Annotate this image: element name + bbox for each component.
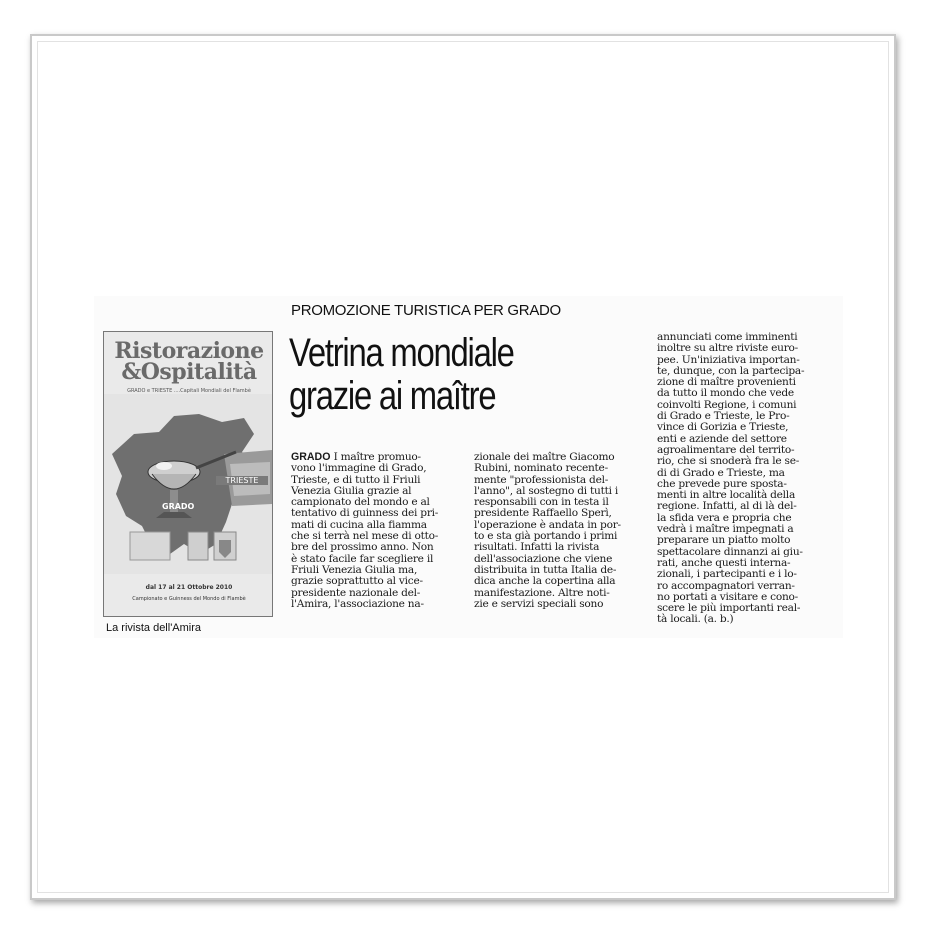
column-1-line: Venezia Giulia grazie al (291, 484, 412, 497)
column-3-line: rati, anche questi interna- (657, 556, 791, 569)
column-1-line: Friuli Venezia Giulia ma, (291, 563, 418, 576)
article-headline (289, 332, 584, 418)
column-2-line: manifestazione. Altre noti- (474, 586, 610, 599)
column-3-line: zionali, i partecipanti e i lo- (657, 568, 797, 581)
column-3-line: rio, che si snoderà fra le se- (657, 455, 800, 468)
column-3-line: agroalimentare del territo- (657, 443, 795, 456)
column-1-line: è stato facile far scegliere il (291, 552, 434, 565)
column-3-line: annunciati come imminenti (657, 331, 798, 343)
column-1-line: campionato del mondo e al (291, 496, 430, 509)
column-3-line: regione. Infatti, al di là del- (657, 500, 797, 513)
column-1-line: grazie soprattutto al vice- (291, 575, 423, 588)
column-2-line: dica anche la copertina alla (474, 575, 616, 588)
column-2-line: distribuita in tutta Italia de- (474, 563, 617, 576)
column-2-line: Rubini, nominato recente- (474, 462, 608, 475)
newspaper-clipping (94, 296, 843, 638)
column-2-line: dell'associazione che viene (474, 552, 613, 565)
column-3-line: spettacolare dinnanzi ai giu- (657, 545, 803, 558)
column-1-line: bre del prossimo anno. Non (291, 541, 434, 554)
cover-subtitle: GRADO e TRIESTE ....Capitali Mondiali del Flambè (127, 388, 251, 394)
column-3-line: di Grado e Trieste, le Pro- (657, 410, 790, 423)
column-3-line: vince di Gorizia e Trieste, (657, 421, 789, 434)
column-3-line: inoltre su altre riviste euro- (657, 342, 798, 355)
cover-label-trieste: TRIESTE (216, 476, 268, 485)
column-3-line: coinvolti Regione, i comuni (657, 398, 797, 411)
column-2-line: to e sta già portando i primi (474, 530, 618, 543)
column-1-line: GRADO I maître promuo- (291, 451, 421, 463)
column-3-line: pee. Un'iniziativa importan- (657, 353, 800, 366)
magazine-cover (103, 331, 273, 617)
headline-line-1: Vetrina mondiale (289, 331, 514, 375)
column-2-line: mente "professionista del- (474, 473, 609, 486)
column-3-line: di di Grado e Trieste, ma (657, 466, 785, 479)
column-3-line: tà locali. (a. b.) (657, 613, 734, 626)
column-2-line: l'operazione è andata in por- (474, 518, 621, 531)
column-1-line: che si terrà nel mese di otto- (291, 530, 439, 543)
column-3-line: preparare un piatto molto (657, 534, 791, 547)
article-column-3 (657, 332, 804, 626)
cover-date-line: dal 17 al 21 Ottobre 2010 (145, 584, 233, 591)
column-3-line: te, dunque, con la partecipa- (657, 364, 805, 377)
headline-line-2: grazie ai maître (289, 374, 496, 418)
column-3-line: vedrà i maître impegnati a (657, 523, 794, 536)
cover-title-line2: &Ospitalità (121, 359, 257, 385)
column-3-line: menti in altre località della (657, 489, 796, 502)
cover-caption: La rivista dell'Amira (106, 622, 202, 634)
column-1-line: Trieste, e di tutto il Friuli (291, 473, 421, 486)
article-column-2 (474, 452, 621, 610)
column-3-line: enti e aziende del settore (657, 432, 787, 445)
column-2-line: zionale dei maître Giacomo (474, 451, 615, 463)
column-2-line: presidente Raffaello Sperì, (474, 507, 612, 520)
column-3-line: da tutto il mondo che vede (657, 387, 794, 400)
column-1-line: tentativo di guinness dei pri- (291, 507, 439, 520)
column-2-line: responsabili con in testa il (474, 496, 609, 509)
article-column-1 (291, 452, 438, 610)
column-3-line: zione di maître provenienti (657, 376, 796, 389)
column-1-line: mati di cucina alla fiamma (291, 518, 427, 531)
column-1-line: vono l'immagine di Grado, (291, 462, 427, 475)
column-1-line: l'Amira, l'associazione na- (291, 597, 424, 610)
column-2-line: l'anno", al sostegno di tutti i (474, 484, 618, 497)
article-dateline: GRADO (291, 451, 331, 463)
column-2-line: zie e servizi speciali sono (474, 597, 604, 610)
column-2-line: risultati. Infatti la rivista (474, 541, 600, 554)
article-kicker: PROMOZIONE TURISTICA PER GRADO (291, 302, 561, 319)
cover-label-grado: GRADO (162, 502, 195, 511)
cover-bottom-line: Campionato e Guinness del Mondo di Flambè (132, 596, 246, 602)
column-3-line: ro accompagnatori verran- (657, 579, 795, 592)
column-3-line: scere le più importanti real- (657, 602, 801, 615)
cover-title-line1: Ristorazione (114, 338, 264, 364)
column-3-line: no portati a visitare e cono- (657, 590, 799, 603)
column-3-line: la sfida vera e propria che (657, 511, 792, 524)
column-1-line: presidente nazionale del- (291, 586, 421, 599)
column-3-line: che prevede pure sposta- (657, 477, 787, 490)
